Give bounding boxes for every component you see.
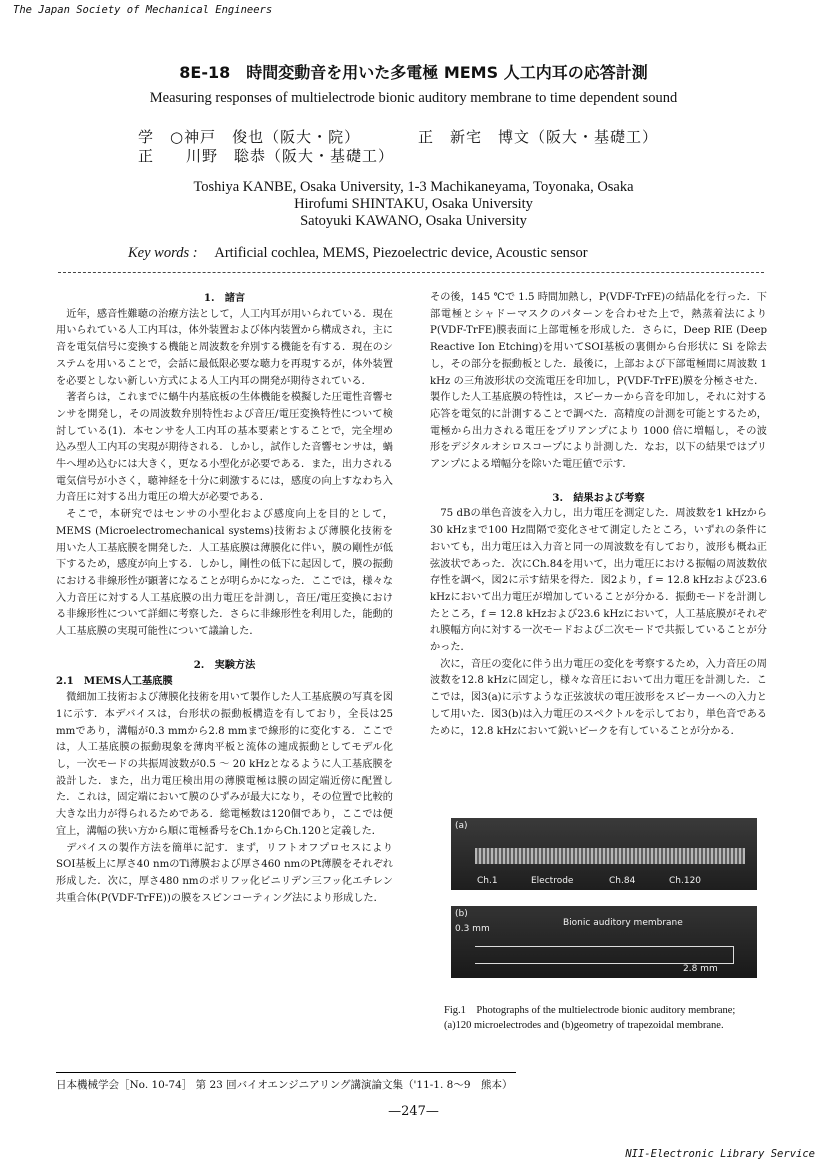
electrode-array-photo xyxy=(475,848,745,864)
footer-divider xyxy=(56,1072,516,1073)
label-ch84: Ch.84 xyxy=(609,876,636,886)
society-header: The Japan Society of Mechanical Engineers xyxy=(13,4,273,16)
label-ch1: Ch.1 xyxy=(477,876,498,886)
paper-subtitle: Measuring responses of multielectrode bionic auditory membrane to time dependent sound xyxy=(149,90,678,106)
figure-panel-a xyxy=(451,818,757,890)
paragraph: 次に，音圧の変化に伴う出力電圧の変化を考察するため，入力音圧の周波数を12.8 kHzに固定し，様々な音圧において出力電圧を計測した．ここでは，図3(a)に示すような正弦波状の電圧波形をスピーカーへの入力として用いた．図3(b)は入力電圧のスペクトルを示しており，単色音であるために，12.8 kHzにおいて鋭いピークを有していることが分かる． xyxy=(430,658,767,737)
panel-b-tag: (b) xyxy=(455,909,468,919)
subsection-2-1-title: 2.1 MEMS人工基底膜 xyxy=(56,675,173,688)
label-width-wide: 2.8 mm xyxy=(683,964,718,974)
section-1-title: 1. 諸言 xyxy=(203,292,246,304)
page-number: —247— xyxy=(388,1104,439,1119)
panel-a-tag: (a) xyxy=(455,821,468,831)
paragraph: 製作した人工基底膜の特性は，スピーカーから音を印加し，それに対する応答を電気的に計測することで調べた．高精度の計測を可能とするため，電極から出力される電圧をプリアンプにより 1000 倍に増幅し，その波形をデジタルオシロスコープにより計測した．なお，以下の結果ではプリアンプによる増幅分を除いた電圧値で示す． xyxy=(430,392,767,471)
affiliation-3: Satoyuki KAWANO, Osaka University xyxy=(300,213,527,229)
header-divider xyxy=(58,272,764,273)
section-3-title: 3. 結果および考察 xyxy=(552,491,645,504)
label-electrode: Electrode xyxy=(531,876,574,886)
paragraph: 75 dBの単色音波を入力し，出力電圧を測定した．周波数を1 kHzから30 kHzまで100 Hz間隔で変化させて測定したところ，いずれの条件においても，出力電圧は入力音と同一の周波数を有しており，波形も概ね正弦波状であった．次にCh.84を用いて，出力電圧における振幅の周波数依存性を調べ，図2に示す結果を得た．図2より，f = 12.8 kHzおよび23.6 kHzにおいて出力電圧が増加していることが分かる．振動モードを計測したところ，f = 12.8 kHzおよび23.6 kHzにおいて，人工基底膜がそれぞれ膜幅方向に対する一次モードおよび二次モードで共振していることが分かった． xyxy=(430,508,767,654)
footer-citation: 日本機械学会［No. 10-74］ 第 23 回バイオエンジニアリング講演論文集（'11-1. 8～9 熊本） xyxy=(56,1079,513,1091)
author-line-3: 正 新宅 博文（阪大・基礎工） xyxy=(418,128,659,146)
keywords-text: Artificial cochlea, MEMS, Piezoelectric device, Acoustic sensor xyxy=(214,245,588,261)
affiliation-2: Hirofumi SHINTAKU, Osaka University xyxy=(294,196,533,212)
paragraph: 著者らは，これまでに蝸牛内基底板の生体機能を模擬した圧電性音響センサを開発し，その周波数弁別特性および音圧/電圧変換特性について検討している(1)．本センサを人工内耳の基本要素とすることで，完全埋め込み型人工内耳の実現が期待される．しかし，試作した音響センサは，蝸牛へ埋め込むには大きく，更なる小型化が必要である．また，出力される電気信号が小さく，聴神経を十分に刺激するには，感度の向上すなわち入力音圧に対する出力電圧の増大が必要である． xyxy=(56,392,393,504)
keywords xyxy=(128,245,588,262)
label-width-narrow: 0.3 mm xyxy=(455,924,490,934)
keywords-label: Key words : xyxy=(128,245,198,261)
paragraph: 微細加工技術および薄膜化技術を用いて製作した人工基底膜の写真を図1に示す．本デバイスは，台形状の振動板構造を有しており，全長は25 mmであり，溝幅が0.3 mmから2.8 mmまで線形的に変化する．ここでは，人工基底膜の振動現象を薄肉平板と流体の連成振動としてモデル化し，一次モードの共振周波数が0.5 ～ 20 kHzとなるように人工基底膜を設計した．また，出力電圧検出用の薄膜電極は膜の固定端近傍に配置した．これは，固定端において膜のひずみが最大になり，その位置で比較的大きな出力が得られるためである．総電極数は120個であり，ここでは便宜上，溝幅の狭い方から順に電極番号をCh.1からCh.120と定義した． xyxy=(56,692,393,837)
author-line-2: 正 川野 聡恭（阪大・基礎工） xyxy=(138,147,395,165)
figure-panel-b xyxy=(451,906,757,978)
paragraph: そこで，本研究ではセンサの小型化および感度向上を目的として，MEMS (Microelectromechanical systems)技術および薄膜化技術を用いた人工基底膜を開発した．人工基底膜は薄膜化に伴い，膜の剛性が低下するため，感度が向上する．しかし，剛性の低下に起因して，膜の振動における非線形性が顕著になることが明らかになった．ここでは，様々な入力音圧に対する人工基底膜の出力電圧を計測し，音圧/電圧変換における非線形性について詳細に考察した．さらに非線形性を利用した，能動的人工基底膜の実現可能性について議論した． xyxy=(56,509,393,638)
figure-1-caption: Fig.1 Photographs of the multielectrode bionic auditory membrane; (a)120 microelectrodes and (b)geometry of trapezoidal membrane. xyxy=(444,1005,736,1031)
figure-1 xyxy=(451,818,757,978)
label-membrane: Bionic auditory membrane xyxy=(563,918,683,928)
label-ch120: Ch.120 xyxy=(669,876,702,886)
left-column xyxy=(56,290,393,907)
affiliation-1: Toshiya KANBE, Osaka University, 1-3 Machikaneyama, Toyonaka, Osaka xyxy=(193,179,634,195)
membrane-outline xyxy=(475,946,734,964)
author-line-1: 学 ○神戸 俊也（阪大・院） xyxy=(138,128,361,146)
right-column xyxy=(430,290,767,740)
paper-title: 8E-18 時間変動音を用いた多電極 MEMS 人工内耳の応答計測 xyxy=(179,63,648,82)
paragraph: デバイスの製作方法を簡単に記す．まず，リフトオフプロセスによりSOI基板上に厚さ40 nmのTi薄膜および厚さ460 nmのPt薄膜をそれぞれ形成した．次に，厚さ480 nmのポリフッ化ビニリデン三フッ化エチレン共重合体(P(VDF-TrFE))の膜をスピンコーティング法により形成した． xyxy=(56,842,393,904)
nii-service-label: NII-Electronic Library Service xyxy=(625,1148,815,1160)
paragraph: 近年，感音性難聴の治療方法として，人工内耳が用いられている．現在用いられている人工内耳は，体外装置および体内装置から構成され，主に音を電気信号に変換する機能と周波数を弁別する機能を有する．現在のシステムを用いることで，会話に最低限必要な聴力を再現するが，体外装置を必要としない新しい方式による人工内耳の開発が期待されている． xyxy=(56,308,393,387)
paragraph: その後，145 ℃で 1.5 時間加熱し，P(VDF-TrFE)の結晶化を行った．下部電極とシャドーマスクのパターンを合わせた上で，熱蒸着法によりP(VDF-TrFE)膜表面に上部電極を形成した．さらに，Deep RIE (Deep Reactive Ion Etching)を用いてSOI基板の裏側から台形状に Si を除去し，その部分を振動板とした．最後に，上部および下部電極間に周波数 1 kHz の三角波形状の交流電圧を印加し，P(VDF-TrFE)膜を分極させた． xyxy=(430,292,767,387)
section-2-title: 2. 実験方法 xyxy=(193,658,256,671)
